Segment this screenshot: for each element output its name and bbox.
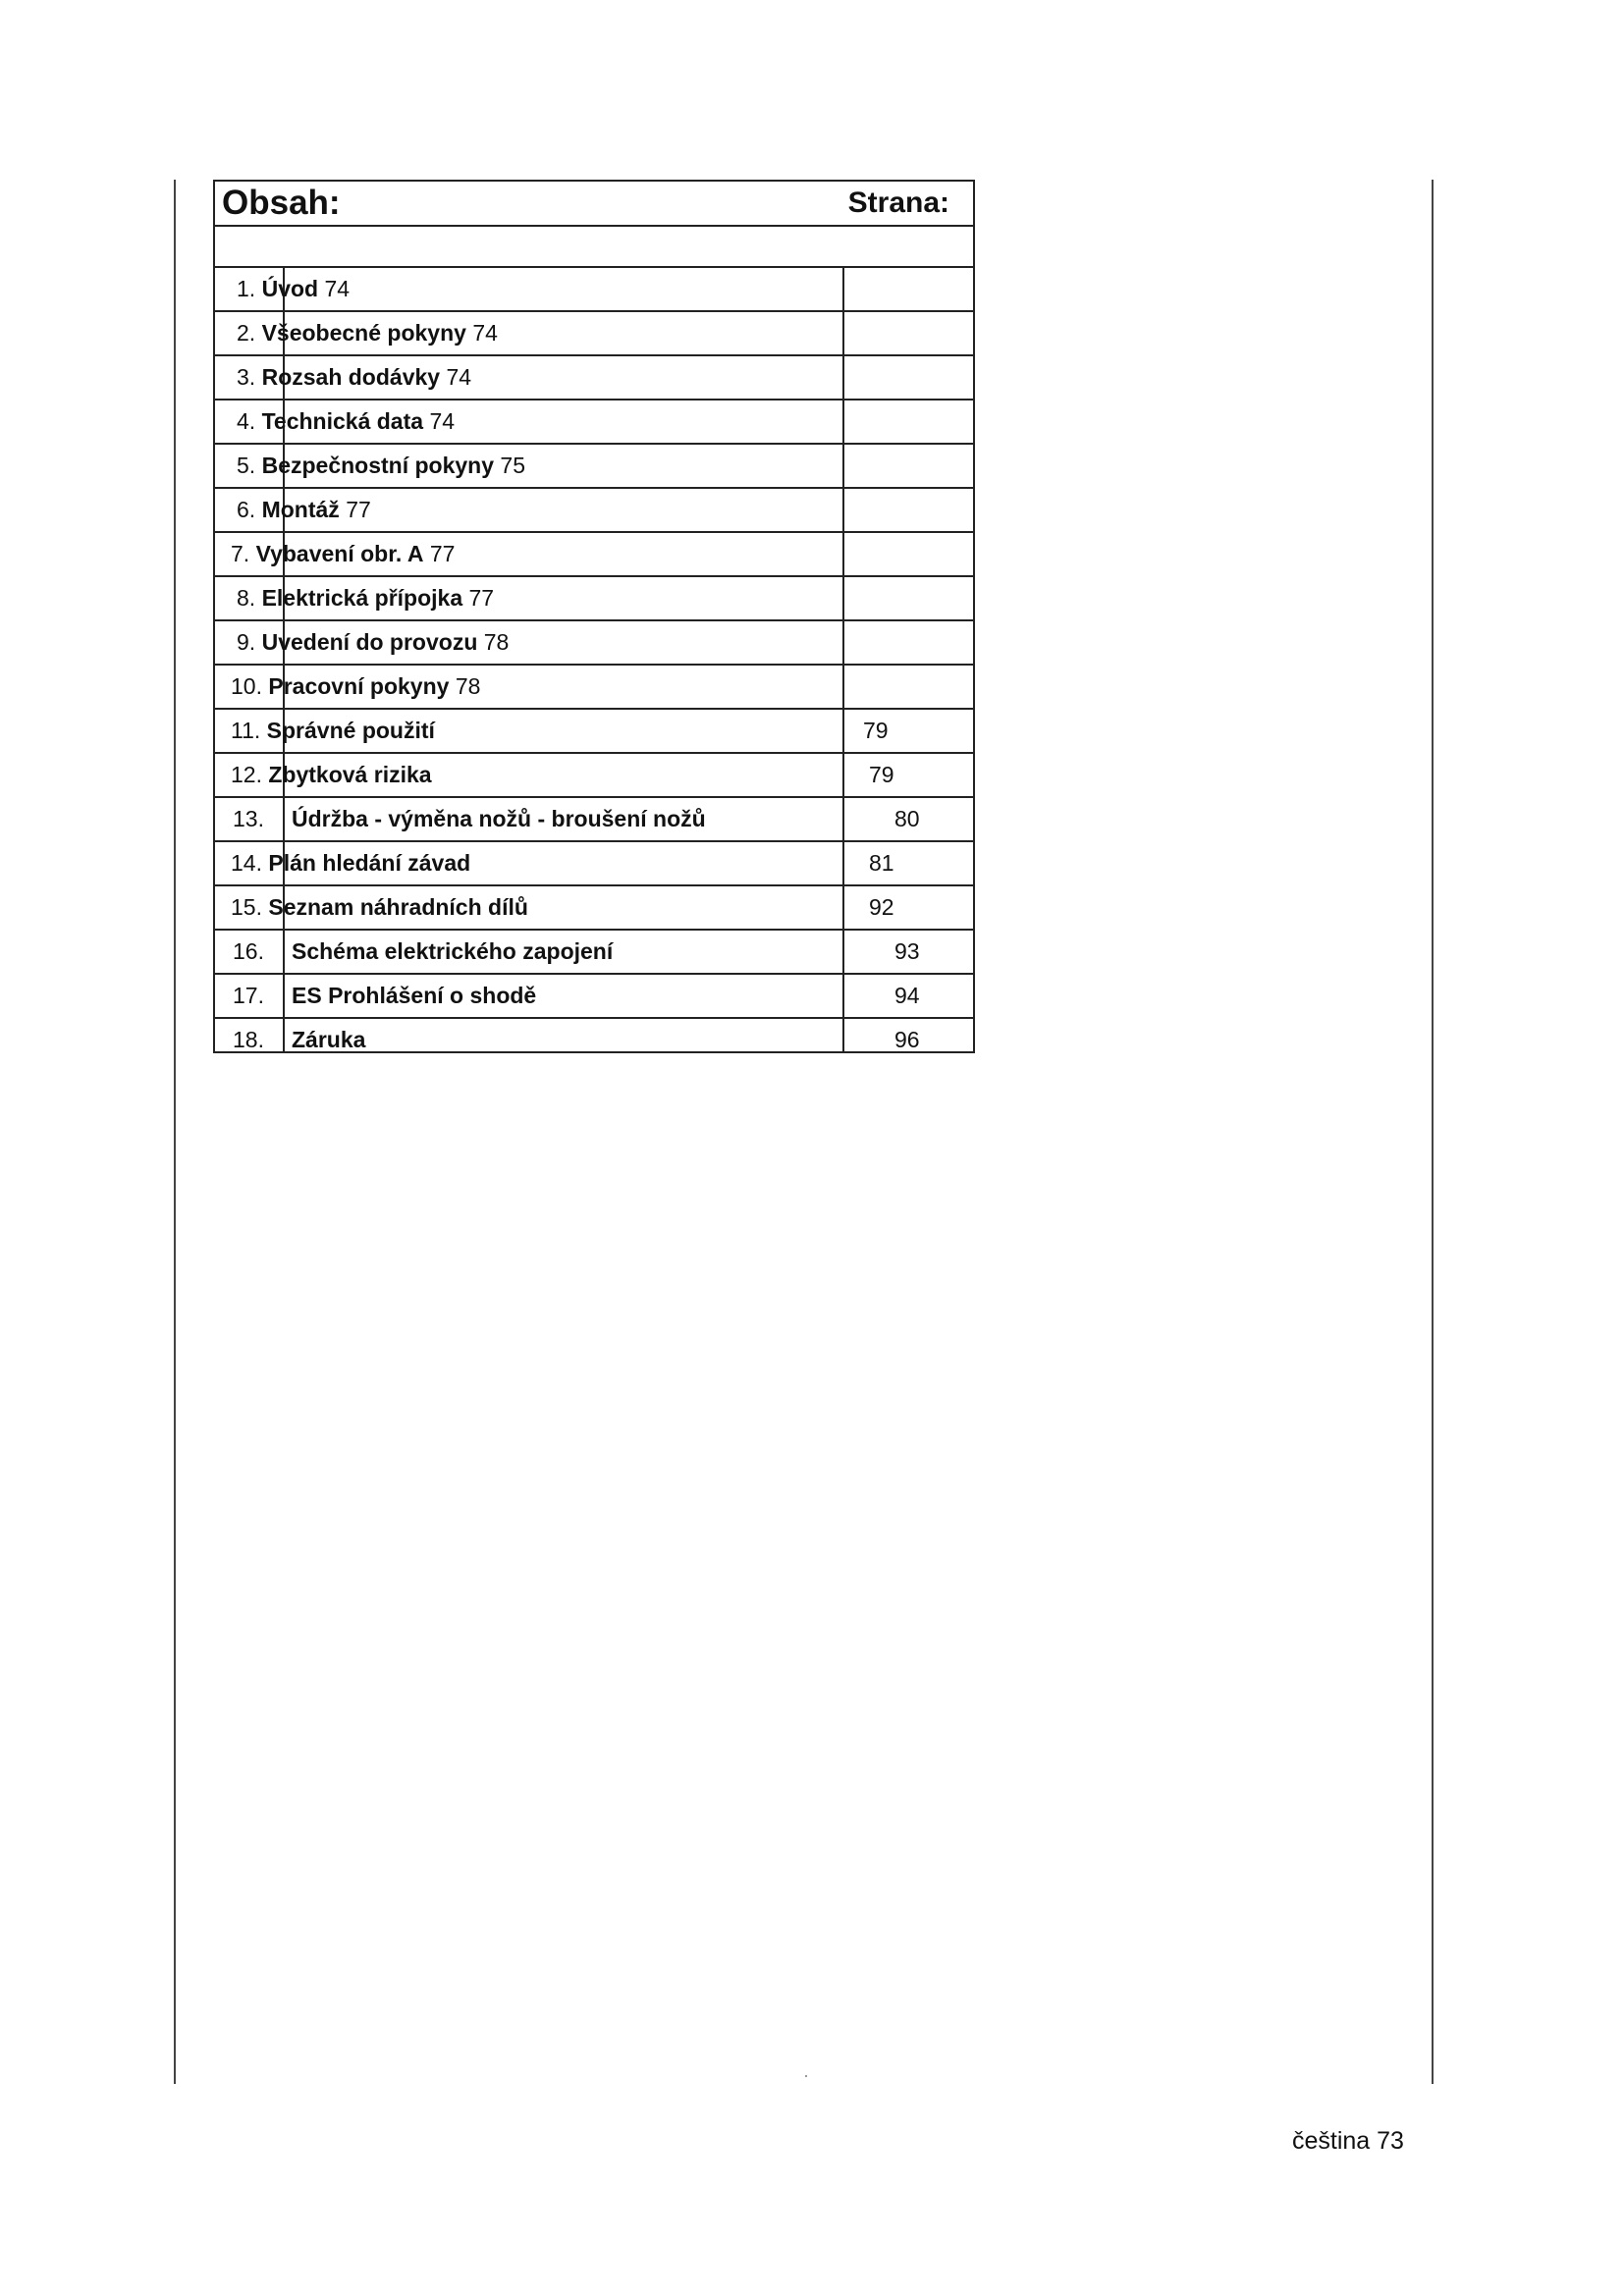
footer-page-label: čeština 73 [1292, 2127, 1404, 2155]
toc-row-title: Pracovní pokyny [268, 673, 450, 699]
toc-row-page: 93 [894, 938, 920, 964]
toc-row [215, 886, 973, 931]
toc-row-title: Technická data [261, 408, 424, 434]
toc-page-column-header: Strana: [847, 187, 949, 219]
toc-row [215, 268, 973, 312]
toc-row-number: 1. [237, 276, 256, 301]
toc-row-number: 13. [233, 806, 264, 831]
toc-spacer-row [215, 227, 973, 268]
toc-row-number: 3. [237, 364, 256, 390]
toc-row-number: 2. [237, 320, 256, 346]
toc-row-number: 4. [237, 408, 256, 434]
toc-row-title: Elektrická přípojka [261, 585, 463, 611]
toc-row-page: 80 [894, 806, 920, 831]
toc-row-number: 18. [233, 1027, 264, 1052]
toc-row-page: 79 [863, 718, 889, 743]
toc-row-title: Montáž [261, 497, 340, 522]
toc-row [215, 400, 973, 445]
footer-mark [805, 2075, 807, 2077]
toc-rows [215, 268, 973, 1063]
toc-row-number: 8. [237, 585, 256, 611]
toc-row-page: 78 [455, 673, 481, 699]
toc-row-page: 77 [346, 497, 371, 522]
toc-row-number: 17. [233, 983, 264, 1008]
toc-row-number: 9. [237, 629, 256, 655]
toc-row-page: 77 [468, 585, 495, 611]
toc-row [215, 356, 973, 400]
toc-row-title: Všeobecné pokyny [261, 320, 466, 346]
toc-row [215, 489, 973, 533]
toc-row-title: Úvod [261, 276, 319, 301]
toc-row-page: 74 [472, 320, 498, 346]
toc-row-number: 10. [231, 673, 262, 699]
table-of-contents [213, 180, 975, 1053]
toc-row [215, 842, 973, 886]
toc-row-title: Záruka [292, 1027, 366, 1052]
toc-row [215, 666, 973, 710]
toc-row-page: 75 [500, 453, 525, 478]
toc-row [215, 931, 973, 975]
toc-row-page: 94 [894, 983, 920, 1008]
toc-row-title: Údržba - výměna nožů - broušení nožů [292, 806, 706, 831]
toc-row-title: Vybavení obr. A [255, 541, 424, 566]
toc-row-title: Uvedení do provozu [261, 629, 478, 655]
toc-row-page: 77 [429, 541, 456, 566]
toc-row-page: 92 [869, 894, 894, 920]
toc-row-number: 15. [231, 894, 262, 920]
toc-row-number: 7. [231, 541, 250, 566]
toc-row-number: 16. [233, 938, 264, 964]
toc-row-page: 74 [324, 276, 351, 301]
toc-row-title: Schéma elektrického zapojení [292, 938, 614, 964]
toc-row-number: 14. [231, 850, 262, 876]
toc-row-number: 12. [231, 762, 262, 787]
toc-row-number: 11. [231, 718, 261, 743]
toc-row-page: 74 [446, 364, 472, 390]
toc-row [215, 312, 973, 356]
toc-row-title: ES Prohlášení o shodě [292, 983, 537, 1008]
toc-row [215, 533, 973, 577]
toc-row-title: Rozsah dodávky [261, 364, 441, 390]
toc-row [215, 577, 973, 621]
toc-row [215, 975, 973, 1019]
toc-row [215, 754, 973, 798]
toc-row-page: 78 [483, 629, 510, 655]
left-margin-rule [174, 180, 176, 2084]
toc-row-page: 79 [869, 762, 894, 787]
right-margin-rule [1432, 180, 1434, 2084]
toc-row-title: Plán hledání závad [268, 850, 471, 876]
toc-row [215, 798, 973, 842]
toc-row-number: 5. [237, 453, 256, 478]
toc-row-title: Zbytková rizika [268, 762, 432, 787]
toc-row-page: 81 [869, 850, 894, 876]
toc-row [215, 1019, 973, 1063]
toc-row [215, 621, 973, 666]
toc-row-title: Bezpečnostní pokyny [261, 453, 495, 478]
toc-row-title: Správné použití [266, 718, 435, 743]
toc-row-number: 6. [237, 497, 256, 522]
toc-row-page: 74 [429, 408, 456, 434]
toc-title: Obsah: [222, 184, 341, 222]
toc-header [215, 182, 973, 227]
toc-row-page: 96 [894, 1027, 920, 1052]
toc-row [215, 445, 973, 489]
toc-row-title: Seznam náhradních dílů [268, 894, 528, 920]
toc-row [215, 710, 973, 754]
